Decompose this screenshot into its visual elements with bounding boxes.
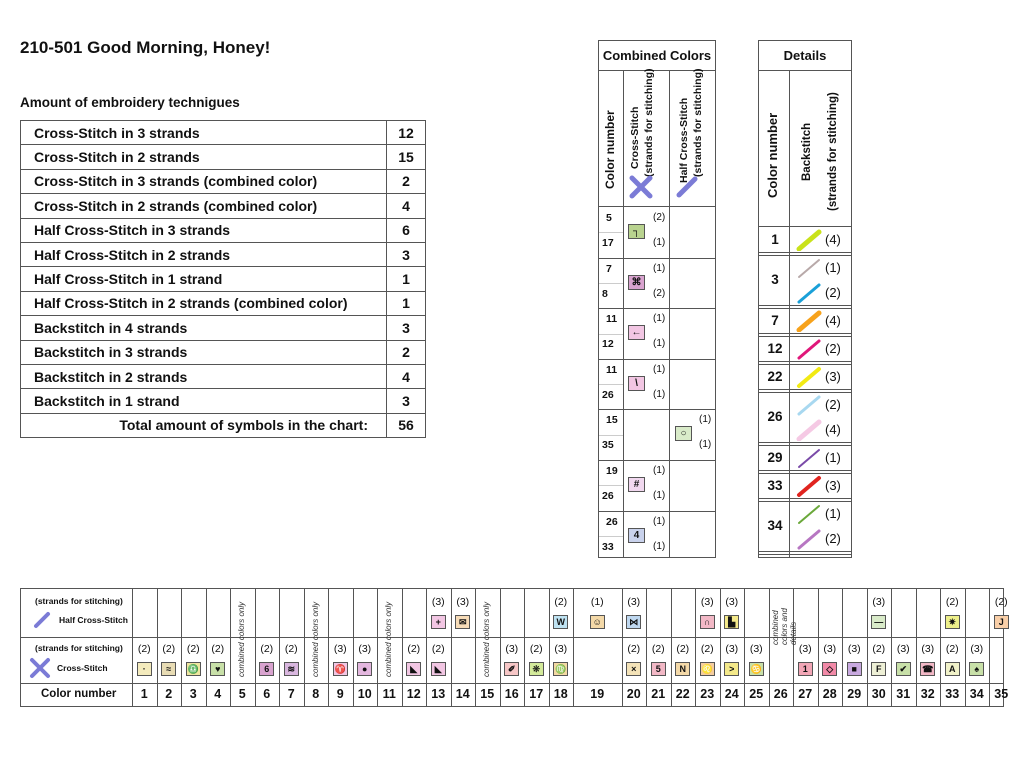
- grid-cross-symbol: 6: [259, 662, 274, 676]
- technique-count: 12: [387, 121, 426, 145]
- grid-cross-symbol: ♋: [750, 664, 762, 674]
- total-count: 56: [387, 413, 426, 437]
- grid-color-number: 6: [263, 687, 271, 701]
- grid-cross-symbol: ♌: [701, 664, 713, 674]
- technique-label: Backstitch in 3 strands: [21, 340, 387, 364]
- total-label: Total amount of symbols in the chart:: [21, 413, 387, 437]
- cc-color-a: 11: [606, 363, 618, 376]
- grid-color-number: 9: [336, 687, 344, 701]
- grid-cross-strands: (3): [749, 643, 763, 655]
- technique-count: 1: [387, 291, 426, 315]
- details-row-divider-2: [759, 308, 851, 309]
- cc-cross-label: Cross-Stitch: [629, 106, 641, 169]
- grid-color-number: 13: [431, 687, 446, 701]
- technique-row: [21, 267, 426, 291]
- cc-color-b: 33: [602, 540, 614, 553]
- details-row-divider-2: [759, 473, 851, 474]
- cc-color-a: 7: [606, 262, 612, 275]
- backstitch-line-icon: [795, 419, 825, 441]
- technique-row: [21, 194, 426, 218]
- technique-count: 3: [387, 389, 426, 413]
- grid-cross-symbol: 1: [798, 662, 813, 676]
- cc-symbol-box: ←: [628, 325, 645, 340]
- grid-cross-strands: (2): [211, 643, 225, 655]
- combined-colors-header: Combined Colors: [599, 41, 715, 71]
- half-cross-stitch-icon: [675, 175, 699, 199]
- technique-count: 2: [387, 340, 426, 364]
- technique-label: Backstitch in 1 strand: [21, 389, 387, 413]
- technique-row: [21, 316, 426, 340]
- details-row-divider-2: [759, 445, 851, 446]
- grid-cross-strands: (2): [186, 643, 200, 655]
- grid-half-symbol: ✷: [945, 615, 960, 629]
- details-strands: (1): [825, 260, 841, 275]
- technique-row: [21, 291, 426, 315]
- cc-strands-b: (1): [653, 338, 666, 350]
- cc-row-mid-divider: [599, 232, 623, 233]
- details-color-number-label: Color number: [765, 112, 780, 198]
- details-row-divider: [759, 252, 851, 253]
- grid-cross-strands: (3): [823, 643, 837, 655]
- grid-color-number: 2: [165, 687, 173, 701]
- grid-cross-symbol: 5: [651, 662, 666, 676]
- cc-strands-b: (1): [699, 439, 712, 451]
- grid-cross-strands: (3): [358, 643, 372, 655]
- grid-color-number: 18: [553, 687, 568, 701]
- details-color-number: 1: [771, 231, 779, 247]
- technique-count: 4: [387, 364, 426, 388]
- grid-cross-strands: (3): [970, 643, 984, 655]
- grid-cross-symbol: >: [724, 662, 739, 676]
- cc-strands-a: (1): [653, 465, 666, 476]
- cc-symbol-box: 4: [628, 528, 645, 543]
- grid-cross-strands: (2): [260, 643, 274, 655]
- grid-cross-strands: (2): [162, 643, 176, 655]
- technique-label: Cross-Stitch in 3 strands: [21, 121, 387, 145]
- cc-color-b: 26: [602, 490, 614, 502]
- technique-row: [21, 242, 426, 266]
- technique-row: [21, 121, 426, 145]
- combined-colors-details-note: combined colors and details: [770, 608, 798, 645]
- technique-count: 3: [387, 316, 426, 340]
- cc-strands-a: (1): [653, 363, 666, 375]
- cc-strands-a: (2): [653, 212, 666, 223]
- technique-row: [21, 169, 426, 193]
- grid-color-number: 20: [626, 687, 641, 701]
- combined-colors-only-note: combined colors only: [384, 601, 393, 677]
- grid-color-number: 22: [675, 687, 690, 701]
- details-backstitch-sub-label: (strands for stitching): [827, 92, 839, 211]
- grid-cross-symbol: ◣: [431, 662, 446, 676]
- chart-title: 210-501 Good Morning, Honey!: [20, 38, 271, 57]
- details-color-number: 7: [771, 312, 779, 328]
- details-row-divider: [759, 551, 851, 552]
- grid-cross-strands: (2): [529, 643, 543, 655]
- grid-half-symbol: W: [553, 615, 568, 629]
- grid-cross-strands: (2): [651, 643, 665, 655]
- grid-half-symbol: ∩: [700, 615, 715, 629]
- grid-cross-symbol: ■: [847, 662, 862, 676]
- backstitch-line-icon: [795, 528, 825, 550]
- grid-cross-strands: (3): [921, 643, 935, 655]
- details-strands: (2): [825, 531, 841, 546]
- technique-count: 15: [387, 145, 426, 169]
- grid-color-number: 17: [529, 687, 544, 701]
- backstitch-line-icon: [795, 394, 825, 416]
- grid-half-strands: (2): [994, 596, 1008, 608]
- grid-cross-symbol: ❊: [529, 662, 544, 676]
- grid-half-strands: (3): [872, 596, 886, 608]
- grid-cross-strands: (3): [725, 643, 739, 655]
- cc-strands-b: (1): [653, 540, 666, 552]
- grid-color-number: 12: [406, 687, 421, 701]
- grid-color-number: 35: [994, 687, 1009, 701]
- cc-row-mid-divider: [599, 485, 623, 486]
- cc-strands-b: (2): [653, 287, 666, 299]
- technique-label: Backstitch in 4 strands: [21, 316, 387, 340]
- grid-half-strands: (3): [700, 596, 714, 608]
- details-strands: (3): [825, 369, 841, 384]
- grid-cross-symbol: N: [675, 662, 690, 676]
- cc-row-divider: [599, 258, 715, 259]
- cc-symbol-box: ○: [675, 426, 692, 441]
- cc-cross-sub-label: (strands for stitching): [643, 68, 655, 177]
- grid-cross-symbol: A: [945, 662, 960, 676]
- technique-row: [21, 389, 426, 413]
- combined-colors-panel: [598, 40, 716, 558]
- grid-cross-symbol: ♠: [969, 662, 984, 676]
- techniques-table: [20, 120, 426, 438]
- grid-color-number-label: Color number: [41, 688, 117, 700]
- grid-cross-strands: (3): [896, 643, 910, 655]
- grid-cross-symbol: ✐: [504, 662, 519, 676]
- cc-color-a: 5: [606, 212, 612, 224]
- details-row-divider: [759, 498, 851, 499]
- grid-divider-1: [21, 637, 1003, 638]
- details-color-number: 26: [767, 409, 783, 424]
- grid-color-number: 33: [945, 687, 960, 701]
- grid-half-symbol: +: [431, 615, 446, 629]
- grid-cross-symbol: F: [871, 662, 886, 676]
- cc-half-sub-label: (strands for stitching): [692, 68, 704, 177]
- details-row-divider: [759, 361, 851, 362]
- grid-half-strands: (3): [431, 596, 445, 608]
- details-strands: (4): [825, 422, 841, 437]
- grid-cross-symbol: ♥: [210, 662, 225, 676]
- combined-colors-only-note: combined colors only: [310, 601, 320, 677]
- grid-cross-symbol: ✔: [896, 662, 911, 676]
- details-strands: (2): [825, 397, 841, 412]
- color-grid: [20, 588, 1009, 707]
- grid-color-number: 29: [847, 687, 862, 701]
- grid-half-symbol: ▙: [724, 615, 739, 629]
- cc-strands-b: (1): [653, 237, 666, 248]
- cc-row-mid-divider: [599, 283, 623, 284]
- combined-colors-only-note: combined colors only: [482, 601, 491, 677]
- grid-color-number: 28: [822, 687, 837, 701]
- cc-strands-a: (1): [653, 262, 666, 274]
- grid-cross-symbol: ♍: [555, 664, 567, 674]
- grid-color-number: 15: [480, 687, 495, 701]
- grid-color-number: 26: [773, 687, 788, 701]
- cc-color-b: 26: [602, 388, 614, 401]
- grid-cross-strands-label: (strands for stitching): [35, 643, 123, 653]
- grid-color-number: 11: [382, 687, 396, 701]
- cc-row-mid-divider: [599, 435, 623, 436]
- details-row-divider-2: [759, 336, 851, 337]
- grid-color-number: 7: [287, 687, 295, 701]
- cc-color-a: 26: [606, 515, 618, 528]
- grid-half-strands: (1): [590, 596, 604, 608]
- cc-strands-a: (1): [699, 414, 712, 426]
- details-strands: (2): [825, 341, 841, 356]
- details-strands: (2): [825, 285, 841, 300]
- grid-cross-strands: (3): [798, 643, 812, 655]
- grid-color-number: 23: [700, 687, 715, 701]
- details-row-divider: [759, 305, 851, 306]
- details-color-number: 12: [767, 340, 783, 356]
- grid-color-number: 5: [238, 687, 246, 701]
- grid-cross-strands: (2): [872, 643, 886, 655]
- grid-half-strands: (2): [554, 596, 568, 608]
- details-strands: (4): [825, 313, 841, 328]
- cross-stitch-icon: [629, 175, 653, 199]
- grid-color-number: 1: [140, 687, 148, 701]
- technique-label: Cross-Stitch in 3 strands (combined color): [21, 169, 387, 193]
- grid-cross-symbol: ☎: [922, 664, 934, 674]
- grid-cross-strands: (3): [505, 643, 519, 655]
- technique-count: 6: [387, 218, 426, 242]
- technique-row: [21, 218, 426, 242]
- details-strands: (3): [825, 478, 841, 493]
- grid-color-number: 21: [651, 687, 666, 701]
- details-row-divider: [759, 442, 851, 443]
- technique-label: Backstitch in 2 strands: [21, 364, 387, 388]
- technique-label: Half Cross-Stitch in 2 strands (combined color): [21, 291, 387, 315]
- grid-half-strands: (3): [456, 596, 470, 608]
- techniques-subtitle: Amount of embroidery technigues: [20, 95, 240, 110]
- details-color-number: 33: [767, 477, 783, 493]
- grid-color-number: 14: [455, 687, 470, 701]
- cc-row-divider: [599, 511, 715, 512]
- grid-half-symbol: —: [871, 615, 886, 629]
- grid-cross-strands: (2): [284, 643, 298, 655]
- cc-row-mid-divider: [599, 536, 623, 537]
- details-strands: (1): [825, 450, 841, 465]
- cc-color-a: 15: [606, 414, 618, 427]
- cc-color-number-label: Color number: [603, 110, 617, 189]
- grid-cross-symbol: ×: [626, 662, 641, 676]
- grid-half-strands: (3): [627, 596, 641, 608]
- grid-cross-symbol: ≋: [284, 662, 299, 676]
- details-row-divider: [759, 333, 851, 334]
- cc-header-divider: [599, 206, 715, 207]
- grid-color-number: 16: [504, 687, 519, 701]
- details-row-divider-2: [759, 364, 851, 365]
- details-row-divider: [759, 389, 851, 390]
- grid-half-cross-stitch-icon: [33, 611, 51, 629]
- grid-cross-strands: (2): [407, 643, 421, 655]
- technique-count: 4: [387, 194, 426, 218]
- cc-row-divider: [599, 308, 715, 309]
- grid-cross-strands: (2): [431, 643, 445, 655]
- details-strands: (4): [825, 232, 841, 247]
- grid-cross-symbol: ♎: [187, 664, 199, 674]
- grid-cross-symbol: ♈: [334, 664, 346, 674]
- details-backstitch-label: Backstitch: [801, 122, 813, 181]
- backstitch-line-icon: [795, 282, 825, 304]
- details-color-number: 29: [767, 449, 783, 465]
- grid-cross-strands: (2): [627, 643, 641, 655]
- cc-color-a: 19: [606, 465, 618, 477]
- grid-cross-symbol: ◇: [822, 662, 837, 676]
- cc-color-b: 17: [602, 237, 614, 249]
- technique-row: [21, 364, 426, 388]
- grid-half-symbol: J: [994, 615, 1009, 629]
- backstitch-line-icon: [795, 310, 825, 332]
- cc-row-divider: [599, 359, 715, 360]
- technique-label: Cross-Stitch in 2 strands (combined color): [21, 194, 387, 218]
- details-panel: [758, 40, 852, 558]
- grid-cross-symbol: ·: [137, 662, 152, 676]
- technique-row: [21, 340, 426, 364]
- backstitch-line-icon: [795, 338, 825, 360]
- grid-half-name: Half Cross-Stitch: [59, 615, 128, 625]
- grid-color-number: 31: [896, 687, 911, 701]
- grid-half-symbol: ✉: [455, 615, 470, 629]
- technique-label: Cross-Stitch in 2 strands: [21, 145, 387, 169]
- grid-cross-strands: (3): [333, 643, 347, 655]
- grid-cross-stitch-icon: [29, 657, 51, 679]
- grid-half-strands: (3): [725, 596, 739, 608]
- grid-cross-strands: (2): [676, 643, 690, 655]
- details-row-divider: [759, 470, 851, 471]
- cc-color-b: 35: [602, 439, 614, 452]
- grid-cross-symbol: ≈: [161, 662, 176, 676]
- combined-colors-only-note: combined colors only: [237, 601, 246, 677]
- cc-strands-b: (1): [653, 490, 666, 501]
- cc-row-divider: [599, 460, 715, 461]
- cc-strands-b: (1): [653, 388, 666, 400]
- cc-half-label: Half Cross-Stitch: [678, 97, 690, 183]
- cc-row-mid-divider: [599, 384, 623, 385]
- details-color-number: 34: [767, 518, 783, 533]
- details-strands: (1): [825, 506, 841, 521]
- details-row-divider-2: [759, 501, 851, 502]
- grid-color-number: 25: [749, 687, 764, 701]
- grid-cross-symbol: ●: [357, 662, 372, 676]
- grid-color-number: 10: [357, 687, 372, 701]
- technique-count: 3: [387, 242, 426, 266]
- grid-divider-2: [21, 683, 1003, 684]
- grid-color-number: 4: [214, 687, 222, 701]
- backstitch-line-icon: [795, 366, 825, 388]
- grid-color-number: 30: [871, 687, 886, 701]
- cc-row-mid-divider: [599, 334, 623, 335]
- grid-color-number: 27: [798, 687, 813, 701]
- cc-color-a: 11: [606, 313, 618, 326]
- details-color-number: 3: [771, 272, 779, 287]
- cc-color-b: 12: [602, 338, 614, 351]
- details-color-number: 22: [767, 368, 783, 384]
- grid-cross-symbol: ◣: [406, 662, 421, 676]
- grid-half-strands-label: (strands for stitching): [35, 596, 123, 606]
- technique-count: 1: [387, 267, 426, 291]
- total-row: [21, 413, 426, 437]
- details-row-divider-2: [759, 255, 851, 256]
- grid-color-number: 3: [189, 687, 197, 701]
- cc-symbol-box: ┐: [628, 224, 645, 239]
- cc-color-b: 8: [602, 287, 608, 300]
- backstitch-line-icon: [795, 447, 825, 469]
- grid-cross-strands: (2): [137, 643, 151, 655]
- grid-cross-name: Cross-Stitch: [57, 663, 108, 673]
- backstitch-line-icon: [795, 257, 825, 279]
- grid-color-number: 19: [590, 687, 605, 701]
- cc-row-divider: [599, 409, 715, 410]
- grid-half-symbol: ⋈: [626, 615, 641, 629]
- details-header: Details: [759, 41, 851, 71]
- grid-color-number: 8: [312, 687, 320, 701]
- grid-half-strands: (2): [945, 596, 959, 608]
- technique-row: [21, 145, 426, 169]
- grid-cross-strands: (3): [847, 643, 861, 655]
- technique-label: Half Cross-Stitch in 1 strand: [21, 267, 387, 291]
- cc-strands-a: (1): [653, 313, 666, 325]
- backstitch-line-icon: [795, 503, 825, 525]
- technique-label: Half Cross-Stitch in 3 strands: [21, 218, 387, 242]
- grid-cross-strands: (2): [700, 643, 714, 655]
- cc-symbol-box: ⌘: [628, 275, 645, 290]
- grid-cross-strands: (2): [945, 643, 959, 655]
- backstitch-line-icon: [795, 229, 825, 251]
- details-header-divider: [759, 226, 851, 227]
- grid-color-number: 34: [969, 687, 984, 701]
- grid-color-number: 24: [724, 687, 739, 701]
- details-row-divider-2: [759, 392, 851, 393]
- technique-label: Half Cross-Stitch in 2 strands: [21, 242, 387, 266]
- grid-half-symbol: ☺: [590, 615, 605, 629]
- grid-cross-strands: (3): [554, 643, 568, 655]
- grid-color-number: 32: [920, 687, 935, 701]
- backstitch-line-icon: [795, 475, 825, 497]
- cc-symbol-box: \: [628, 376, 645, 391]
- technique-count: 2: [387, 169, 426, 193]
- cc-symbol-box: #: [628, 477, 645, 492]
- details-row-divider-2: [759, 554, 851, 555]
- cc-strands-a: (1): [653, 515, 666, 527]
